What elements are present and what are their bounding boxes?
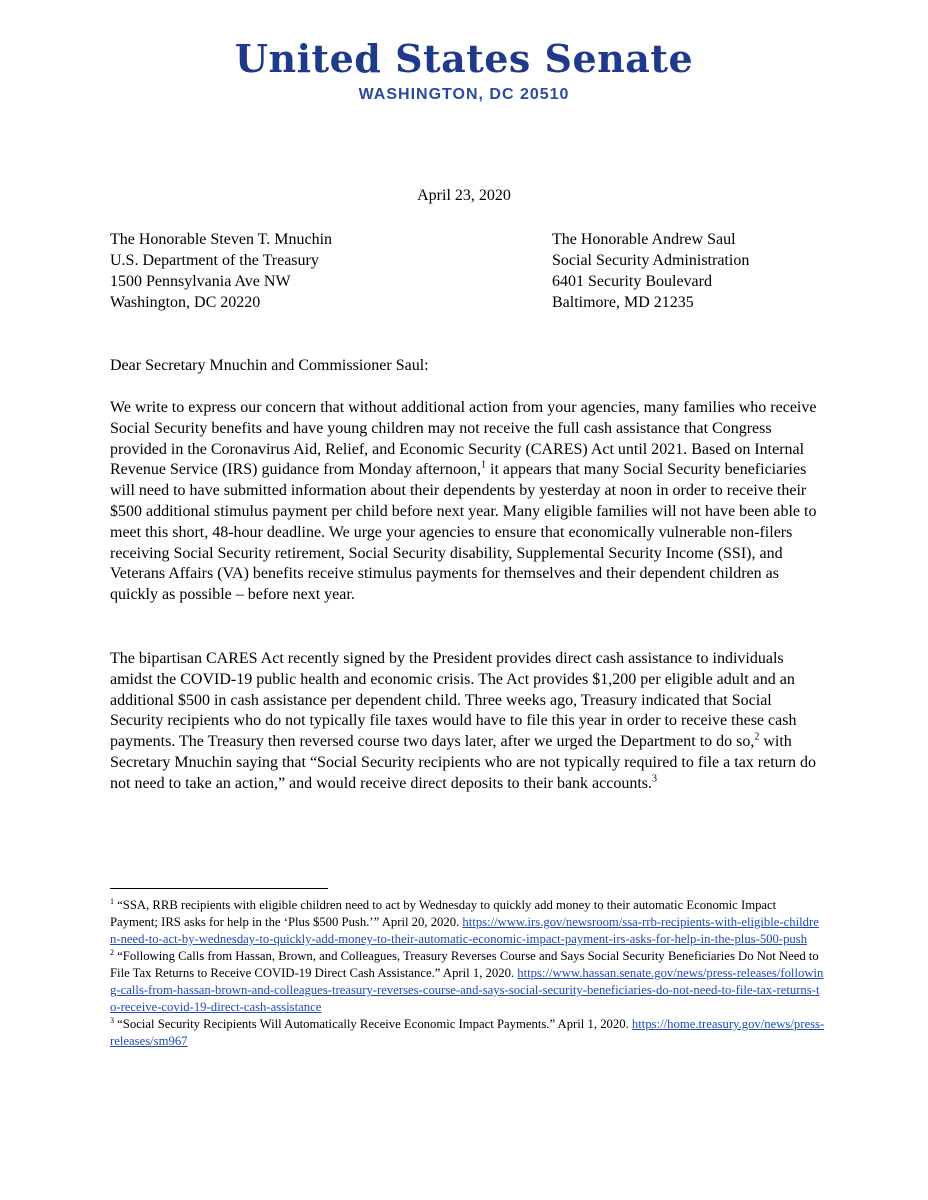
recipient-name: The Honorable Andrew Saul <box>552 231 736 248</box>
footnote-ref-1[interactable]: 1 <box>481 460 486 472</box>
footnote-link[interactable]: https://www.hassan.senate.gov/news/press-releases/following-calls-from-hassan-brown-and-colleagues-treasury-reverses-course-and-says-social-security-beneficiaries-do-not-need-to-file-tax-returns-to-receive-covid-19-direct-cash-assistance <box>110 966 824 1014</box>
footnote-divider <box>110 888 328 889</box>
recipient-city: Washington, DC 20220 <box>110 294 261 311</box>
paragraph-text: We write to express our concern that without additional action from your agencies, many families who receive Social Security benefits and have young children may not receive the full cash assistance that Congress provided in the Coronavirus Aid, Relief, and Economic Security (CARES) Act until 2021. Based on Internal Revenue Service (IRS) guidance from Monday afternoon, <box>110 399 817 479</box>
recipient-street: 6401 Security Boulevard <box>552 273 712 290</box>
body-paragraph-1 <box>110 398 825 606</box>
footnote-ref-3[interactable]: 3 <box>652 773 658 785</box>
letterhead-title: United States Senate <box>234 36 694 81</box>
recipient-city: Baltimore, MD 21235 <box>552 294 694 311</box>
salutation: Dear Secretary Mnuchin and Commissioner Saul: <box>110 357 429 374</box>
recipient-organization: Social Security Administration <box>552 252 750 269</box>
footnote-link[interactable]: https://www.irs.gov/newsroom/ssa-rrb-recipients-with-eligible-children-need-to-act-by-wednesday-to-quickly-add-money-to-their-automatic-economic-impact-payment-irs-asks-for-help-in-the-plus-500-push <box>110 915 819 946</box>
body-paragraph-2 <box>110 649 825 795</box>
recipient-block-treasury <box>110 229 332 313</box>
footnote-number: 1 <box>110 896 114 906</box>
footnote-number: 3 <box>110 1015 114 1025</box>
recipient-street: 1500 Pennsylvania Ave NW <box>110 273 291 290</box>
footnote-number: 2 <box>110 947 114 957</box>
footnote-text: “Social Security Recipients Will Automatically Receive Economic Impact Payments.” April 1, 2020. <box>117 1017 629 1031</box>
footnotes <box>110 897 825 1050</box>
recipient-name: The Honorable Steven T. Mnuchin <box>110 231 333 248</box>
footnote-link[interactable]: https://home.treasury.gov/news/press-releases/sm967 <box>110 1017 825 1048</box>
footnote-text: “Following Calls from Hassan, Brown, and Colleagues, Treasury Reverses Course and Says Social Security Beneficiaries Do Not Need to File Tax Returns to Receive COVID-19 Direct Cash Assistance.” April 1, 2020. <box>110 949 819 980</box>
footnote-2 <box>110 948 825 1016</box>
paragraph-text: it appears that many Social Security beneficiaries will need to have submitted information about their dependents by yesterday at noon in order to receive their $500 additional stimulus payment per child before next year. Many eligible families will not have been able to meet this short, 48-hour deadline. We urge your agencies to ensure that economically vulnerable non-filers receiving Social Security retirement, Social Security disability, Supplemental Security Income (SSI), and Veterans Affairs (VA) benefits receive stimulus payments for themselves and their dependent children as quickly as possible – before next year. <box>110 461 817 604</box>
letter-date: April 23, 2020 <box>417 187 511 204</box>
footnote-ref-2[interactable]: 2 <box>754 731 760 743</box>
recipient-block-ssa <box>552 229 749 313</box>
footnote-text: “SSA, RRB recipients with eligible children need to act by Wednesday to quickly add money to their automatic Economic Impact Payment; IRS asks for help in the ‘Plus $500 Push.’” April 20, 2020. <box>110 898 777 929</box>
footnote-3 <box>110 1016 825 1050</box>
paragraph-text: The bipartisan CARES Act recently signed by the President provides direct cash assistance to individuals amidst the COVID-19 public health and economic crisis. The Act provides $1,200 per eligible adult and an additional $500 in cash assistance per dependent child. Three weeks ago, Treasury indicated that Social Security recipients who do not typically file taxes would have to file this year in order to receive these cash payments. The Treasury then reversed course two days later, after we urged the Department to do so, <box>110 650 797 751</box>
paragraph-text: with Secretary Mnuchin saying that “Social Security recipients who are not typically required to file a tax return do not need to take an action,” and would receive direct deposits to their bank accounts. <box>110 733 816 792</box>
recipient-organization: U.S. Department of the Treasury <box>110 252 319 269</box>
letterhead-address: WASHINGTON, DC 20510 <box>358 86 570 103</box>
footnote-1 <box>110 897 825 948</box>
